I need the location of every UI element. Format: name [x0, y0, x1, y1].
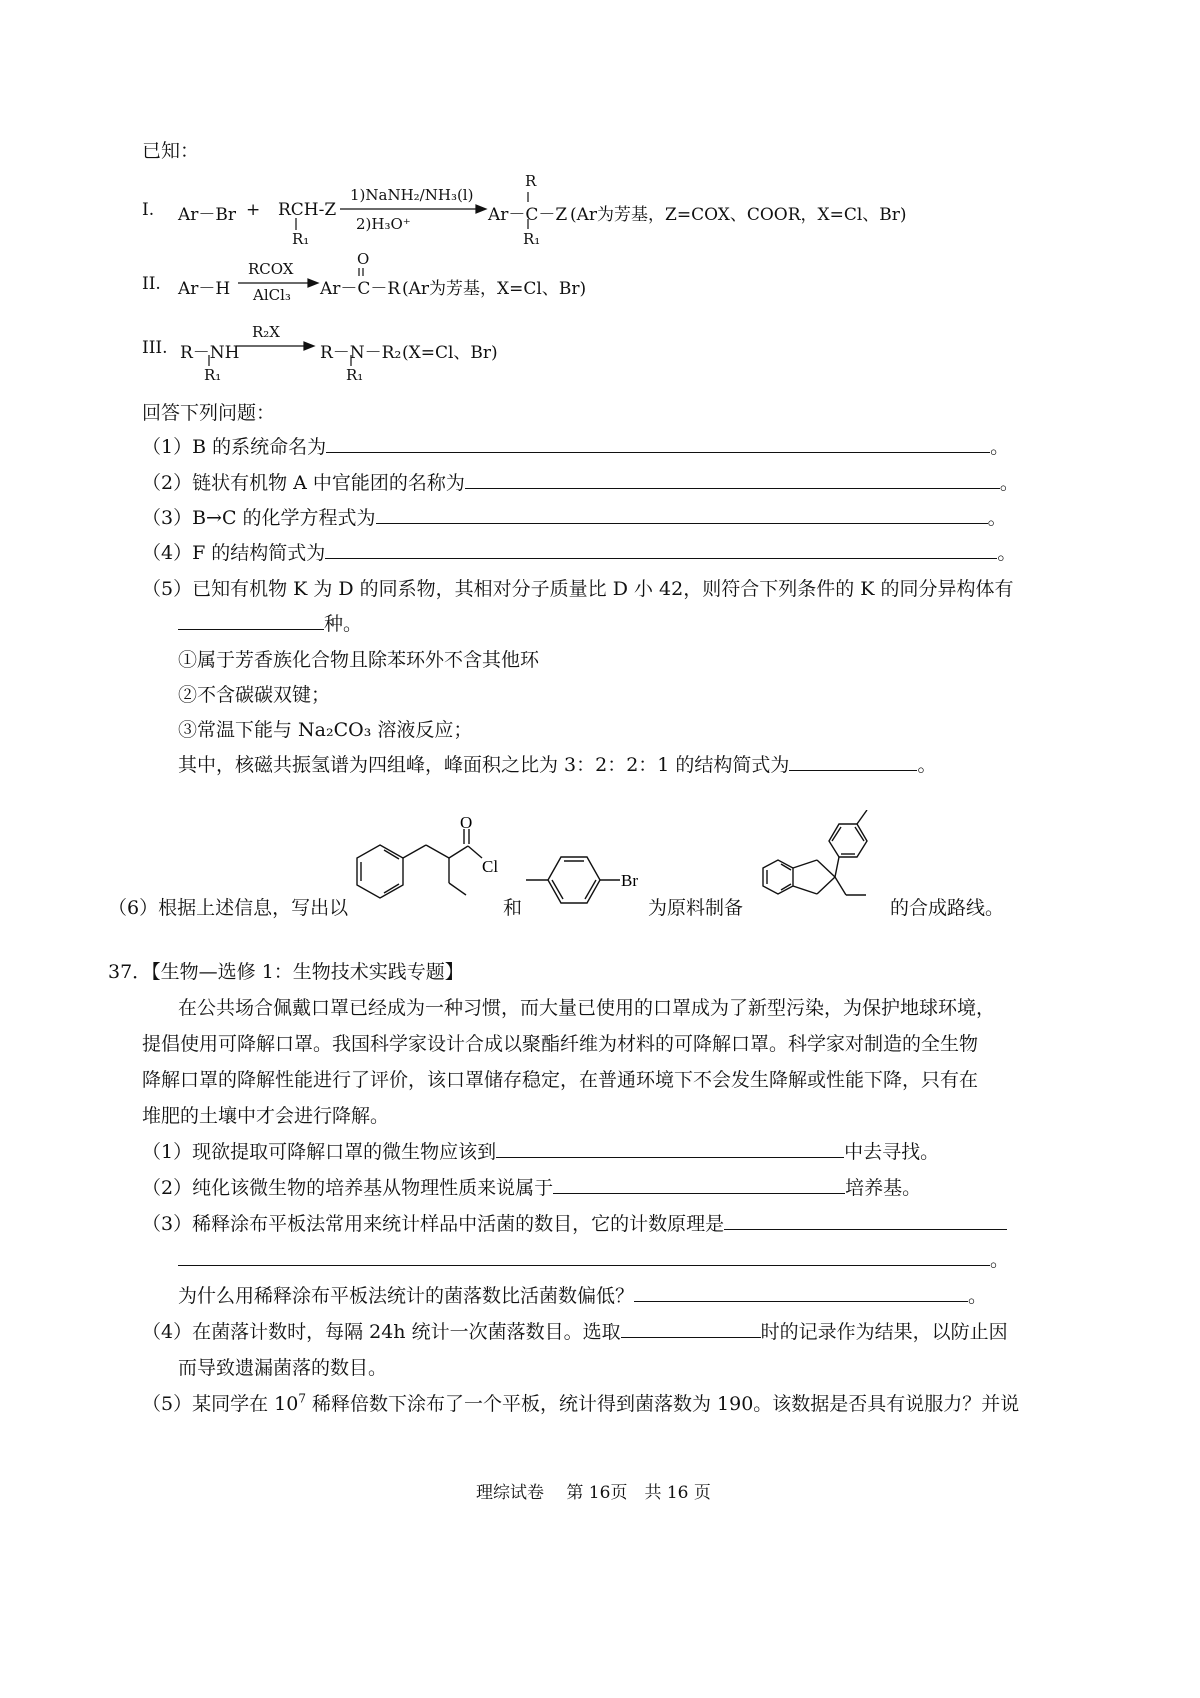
bio-answer-blank-2[interactable] [553, 1175, 845, 1194]
bio-question-3-text: （3）稀释涂布平板法常用来统计样品中活菌的数目，它的计数原理是 [142, 1213, 725, 1235]
bromine-label: Br [621, 871, 638, 890]
page-footer: 理综试卷 第 16页 共 16 页 [476, 1483, 711, 1503]
structure-acyl-chloride [340, 815, 510, 920]
bio-answer-blank-3c[interactable] [634, 1283, 968, 1302]
bio-question-3 [142, 1209, 1007, 1236]
period: 。 [968, 1285, 988, 1307]
answer-blank-5[interactable] [178, 611, 324, 630]
question-4 [142, 538, 1016, 565]
bio-question-3-why-text: 为什么用稀释涂布平板法统计的菌落数比活菌数偏低？ [178, 1285, 635, 1307]
question-5-unit: 种。 [324, 613, 363, 635]
question-6-d: 的合成路线。 [890, 897, 1005, 919]
bio-question-1-text: （1）现欲提取可降解口罩的微生物应该到 [142, 1141, 497, 1163]
question-37-para-4: 堆肥的土壤中才会进行降解。 [142, 1105, 390, 1127]
question-6-a: （6）根据上述信息，写出以 [108, 897, 349, 919]
structure-bromotoluene [520, 840, 650, 920]
reaction-1-note: (Ar为芳基，Z=COX、COOR，X=Cl、Br) [570, 205, 907, 225]
question-2-text: （2）链状有机物 A 中官能团的名称为 [142, 472, 465, 494]
question-5-nmr-text: 其中，核磁共振氢谱为四组峰，峰面积之比为 3：2：2：1 的结构简式为 [178, 754, 790, 776]
bio-question-5-exponent: 7 [298, 1391, 306, 1406]
answer-blank-4[interactable] [325, 540, 997, 559]
oxygen-label: O [460, 815, 473, 832]
answer-blank-3[interactable] [376, 505, 988, 524]
reaction-1-number: I. [142, 200, 155, 220]
reaction-1-cond-bottom: 2)H₃O⁺ [356, 215, 411, 233]
reaction-3-reactant: R－NH [180, 343, 240, 363]
reaction-1-product: Ar－C－Z [488, 205, 568, 225]
reaction-1-cond-top: 1)NaNH₂/NH₃(l) [350, 186, 474, 204]
period: 。 [997, 542, 1017, 564]
bio-answer-blank-1[interactable] [496, 1139, 844, 1158]
reaction-2-reactant: Ar－H [178, 279, 231, 299]
answer-blank-2[interactable] [465, 470, 1000, 489]
bio-question-1 [142, 1137, 939, 1164]
question-37-title: 37．【生物—选修 1：生物技术实践专题】 [108, 961, 464, 983]
bio-question-1-tail: 中去寻找。 [844, 1141, 940, 1163]
reaction-3-number: III. [142, 338, 168, 358]
reaction-2-cond-bottom: AlCl₃ [253, 286, 291, 304]
bio-question-4-text: （4）在菌落计数时，每隔 24h 统计一次菌落数目。选取 [142, 1321, 621, 1343]
bio-question-2-text: （2）纯化该微生物的培养基从物理性质来说属于 [142, 1177, 554, 1199]
condition-3: ③常温下能与 Na₂CO₃ 溶液反应； [178, 719, 473, 741]
reaction-2-cond-top: RCOX [248, 260, 294, 278]
question-3-text: （3）B→C 的化学方程式为 [142, 507, 376, 529]
reaction-arrows [0, 0, 1200, 420]
bio-question-4-cont: 而导致遗漏菌落的数目。 [178, 1357, 388, 1379]
bio-question-2-tail: 培养基。 [845, 1177, 922, 1199]
reaction-2-note: (Ar为芳基，X=Cl、Br) [402, 279, 587, 299]
question-37-para-1: 在公共场合佩戴口罩已经成为一种习惯，而大量已使用的口罩成为了新型污染，为保护地球环境， [178, 997, 996, 1019]
question-1-text: （1）B 的系统命名为 [142, 436, 327, 458]
bio-question-5 [142, 1389, 1019, 1416]
question-5: （5）已知有机物 K 为 D 的同系物，其相对分子质量比 D 小 42，则符合下列条件的 K 的同分异构体有 [142, 578, 1014, 600]
bio-question-3-why [178, 1281, 987, 1308]
known-label: 已知： [142, 140, 200, 162]
period: 。 [999, 472, 1019, 494]
question-2 [142, 468, 1019, 495]
reaction-3-product: R－N－R₂ [320, 343, 402, 363]
period: 。 [917, 754, 937, 776]
reaction-2-product-top: O [357, 250, 370, 268]
question-1 [142, 432, 1009, 459]
question-3 [142, 503, 1007, 530]
bio-answer-blank-3b[interactable] [178, 1247, 990, 1266]
reaction-3-sub: R₁ [204, 366, 222, 384]
question-37-para-3: 降解口罩的降解性能进行了评价，该口罩储存稳定，在普通环境下不会发生降解或性能下降，只有在 [142, 1069, 979, 1091]
reaction-1-product-bottom: R₁ [523, 230, 541, 248]
question-5-nmr [178, 750, 936, 777]
reaction-2-product: Ar－C－R [320, 279, 401, 299]
bio-answer-blank-4[interactable] [621, 1319, 761, 1338]
reaction-3-note: (X=Cl、Br) [402, 343, 498, 363]
chlorine-label: Cl [482, 857, 499, 876]
bio-question-4-tail: 时的记录作为结果，以防止因 [760, 1321, 1008, 1343]
bio-question-5-text: （5）某同学在 10 [142, 1393, 299, 1415]
answer-blank-1[interactable] [326, 434, 990, 453]
structure-target-indane [745, 810, 895, 922]
reaction-1-sub: R₁ [292, 230, 310, 248]
bio-question-5-text-b: 稀释倍数下涂布了一个平板，统计得到菌落数为 190。该数据是否具有说服力？并说 [305, 1393, 1020, 1415]
question-37-para-2: 提倡使用可降解口罩。我国科学家设计合成以聚酯纤维为材料的可降解口罩。科学家对制造的全生物 [142, 1033, 979, 1055]
question-6-b: 和 [503, 897, 523, 919]
question-5-blank-line [178, 609, 362, 636]
reaction-1-product-top: R [525, 172, 537, 190]
condition-1: ①属于芳香族化合物且除苯环外不含其他环 [178, 649, 540, 671]
reaction-2-number: II. [142, 274, 161, 294]
answer-intro: 回答下列问题： [142, 402, 276, 424]
period: 。 [987, 507, 1007, 529]
reaction-3-cond-top: R₂X [252, 323, 280, 341]
bio-question-3-cont [178, 1245, 1009, 1272]
reaction-1-reactant1: Ar－Br [178, 205, 237, 225]
bio-answer-blank-3a[interactable] [724, 1211, 1007, 1230]
period: 。 [990, 436, 1010, 458]
bio-question-2 [142, 1173, 921, 1200]
answer-blank-5b[interactable] [789, 752, 917, 771]
question-4-text: （4）F 的结构简式为 [142, 542, 326, 564]
reaction-3-product-bottom: R₁ [346, 366, 364, 384]
period: 。 [990, 1249, 1010, 1271]
condition-2: ②不含碳碳双键； [178, 684, 331, 706]
reaction-1-reactant2: RCH-Z [278, 200, 337, 220]
bio-question-4 [142, 1317, 1008, 1344]
reaction-1-plus: + [246, 200, 261, 220]
question-6-c: 为原料制备 [648, 897, 744, 919]
